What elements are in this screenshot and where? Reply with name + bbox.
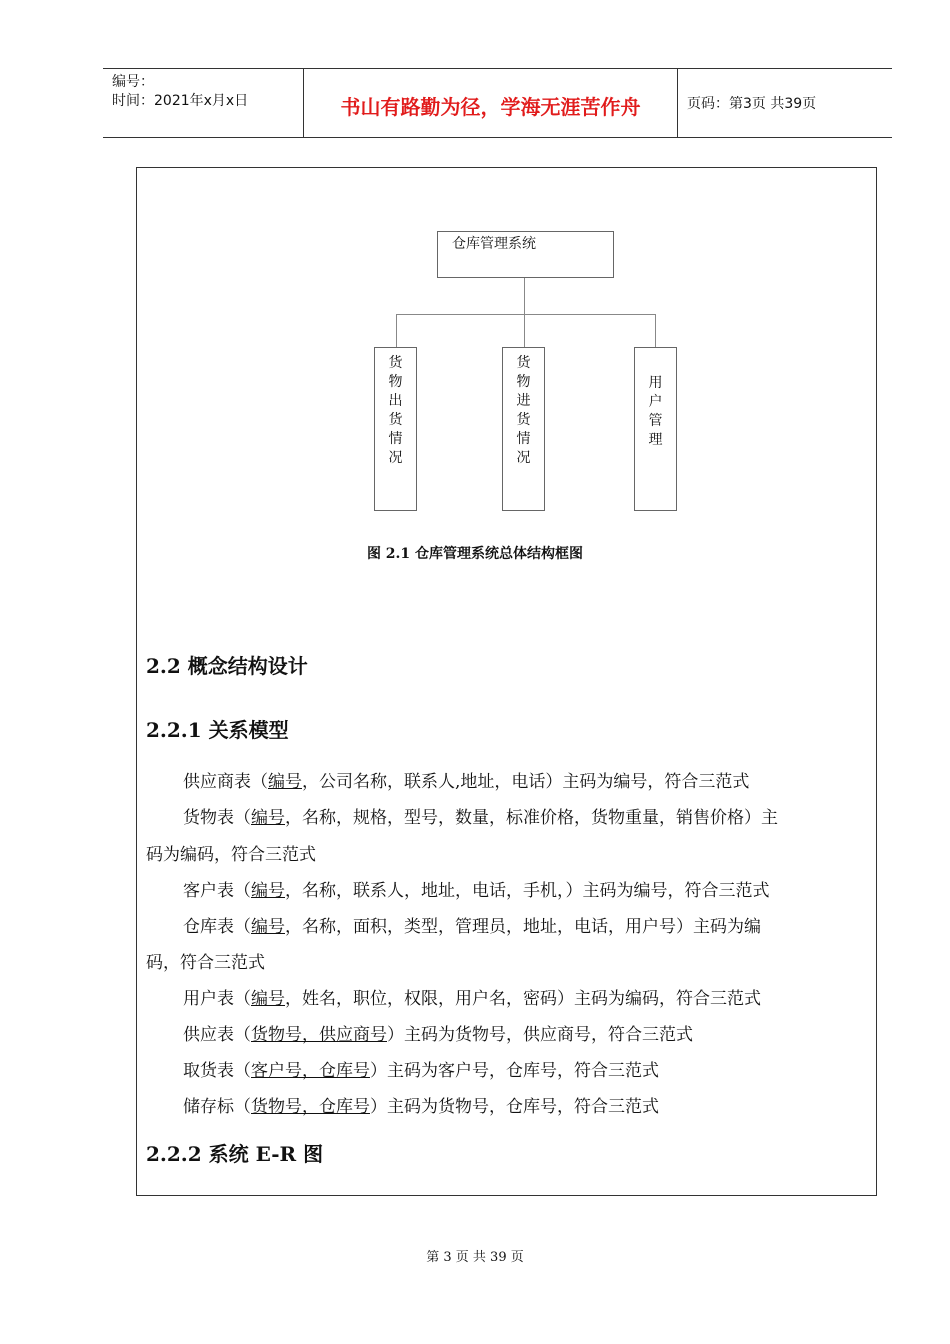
- diagram-node-users: [634, 347, 677, 511]
- motto: 书山有路勤为径，学海无涯苦作舟: [340, 95, 641, 119]
- primary-key: 编号: [251, 881, 285, 901]
- figure-caption: 图 2.1 仓库管理系统总体结构框图: [366, 546, 584, 562]
- header-page-cell: [677, 69, 892, 137]
- diagram-root-box: [437, 231, 614, 278]
- relation-line-continuation: 码，符合三范式: [146, 953, 265, 973]
- section-heading-2-2: 2.2 概念结构设计: [146, 654, 308, 678]
- relation-line: 仓库表（编号，名称，面积，类型，管理员，地址，电话，用户号）主码为编: [183, 917, 761, 937]
- diagram-connector-bar: [396, 314, 656, 315]
- number-label: 编号：: [112, 74, 154, 90]
- relation-line: 货物表（编号，名称，规格，型号，数量，标准价格，货物重量，销售价格）主: [183, 808, 778, 828]
- diagram-connector-right: [655, 314, 656, 347]
- diagram-node-outbound: [374, 347, 417, 511]
- section-heading-2-2-1: 2.2.1 关系模型: [146, 718, 289, 742]
- primary-key: 编号: [251, 989, 285, 1009]
- page-footer: 第 3 页 共 39 页: [426, 1250, 524, 1265]
- diagram-node-inbound-label: 货物进货情况: [516, 355, 531, 466]
- header-meta: [103, 69, 303, 137]
- primary-key: 货物号，仓库号: [251, 1097, 370, 1117]
- diagram-root-label: 仓库管理系统: [452, 236, 536, 252]
- diagram-connector-left: [396, 314, 397, 347]
- primary-key: 客户号，仓库号: [251, 1061, 370, 1081]
- page-code: 页码：第3页 共39页: [687, 96, 817, 112]
- relation-line: 供应商表（编号，公司名称，联系人,地址，电话）主码为编号，符合三范式: [183, 772, 750, 792]
- relation-line-continuation: 码为编码，符合三范式: [146, 845, 316, 865]
- diagram-node-outbound-label: 货物出货情况: [388, 355, 403, 466]
- diagram-connector-middle: [524, 314, 525, 347]
- diagram-node-inbound: [502, 347, 545, 511]
- relation-line: 供应表（货物号，供应商号）主码为货物号，供应商号，符合三范式: [183, 1025, 693, 1045]
- relation-line: 客户表（编号，名称，联系人，地址，电话，手机，）主码为编号，符合三范式: [183, 881, 770, 901]
- relation-line: 用户表（编号，姓名，职位，权限，用户名，密码）主码为编码，符合三范式: [183, 989, 761, 1009]
- relation-line: 储存标（货物号，仓库号）主码为货物号，仓库号，符合三范式: [183, 1097, 659, 1117]
- page-header: [103, 68, 892, 138]
- diagram-node-users-label: 用户管理: [648, 375, 663, 448]
- relation-line: 取货表（客户号，仓库号）主码为客户号，仓库号，符合三范式: [183, 1061, 659, 1081]
- header-motto-cell: [303, 69, 678, 137]
- primary-key: 编号: [268, 772, 302, 792]
- diagram-connector-trunk: [524, 278, 525, 314]
- primary-key: 货物号，供应商号: [251, 1025, 387, 1045]
- time-label: 时间：2021年x月x日: [112, 93, 249, 109]
- section-heading-2-2-2: 2.2.2 系统 E-R 图: [146, 1142, 324, 1166]
- primary-key: 编号: [251, 808, 285, 828]
- primary-key: 编号: [251, 917, 285, 937]
